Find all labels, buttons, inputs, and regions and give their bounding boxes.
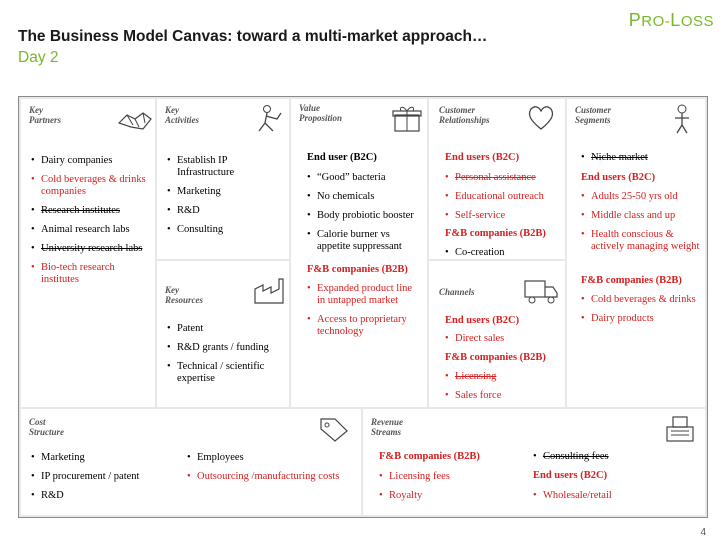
truck-icon xyxy=(523,275,559,305)
list-item: • Licensing xyxy=(445,371,561,383)
key-activities-heading: Key Activities xyxy=(165,105,199,125)
section-heading: End user (B2C) xyxy=(307,152,377,163)
list-item: • Cold beverages & drinks xyxy=(581,294,701,306)
list-item: • “Good” bacteria xyxy=(307,172,421,184)
section-heading: End users (B2C) xyxy=(581,172,656,183)
list-item: • Health conscious & actively managing weight xyxy=(581,229,701,253)
list-item: • Cold beverages & drinks companies xyxy=(31,174,149,198)
key-resources-heading: Key Resources xyxy=(165,285,203,305)
channels-block xyxy=(429,261,565,407)
list-item: • Co-creation xyxy=(445,247,561,259)
section-heading: End users (B2C) xyxy=(445,152,520,163)
cost-structure-heading: Cost Structure xyxy=(29,417,65,437)
worker-icon xyxy=(253,103,285,133)
list-item: • Sales force xyxy=(445,390,561,402)
list-item: • Licensing fees xyxy=(379,471,529,483)
list-item: • Calorie burner vs appetite suppressant xyxy=(307,229,421,253)
customer-segments-heading: Customer Segments xyxy=(575,105,612,125)
page-number: 4 xyxy=(700,527,706,538)
list-item: • R&D xyxy=(167,205,283,217)
customer-segments-block xyxy=(567,99,705,407)
cash-register-icon xyxy=(663,413,697,445)
list-item: • No chemicals xyxy=(307,191,421,203)
list-item: • Wholesale/retail xyxy=(533,490,683,502)
list-item: • Marketing xyxy=(31,452,181,464)
list-item: • R&D xyxy=(31,490,181,502)
list-item: • Marketing xyxy=(167,186,283,198)
list-item: • Body probiotic booster xyxy=(307,210,421,222)
list-item: • Educational outreach xyxy=(445,191,561,203)
key-partners-block xyxy=(21,99,155,407)
list-item: • Personal assistance xyxy=(445,172,561,184)
list-item: • Royalty xyxy=(379,490,529,502)
customer-relationships-block xyxy=(429,99,565,259)
list-item: • Patent xyxy=(167,323,283,335)
handshake-icon xyxy=(117,103,153,133)
list-item: • Technical / scientific expertise xyxy=(167,361,283,385)
person-icon xyxy=(667,103,697,135)
list-item: • Adults 25-50 yrs old xyxy=(581,191,701,203)
list-item: • University research labs xyxy=(31,243,149,255)
value-proposition-heading: Value Proposition xyxy=(299,103,343,123)
list-item: • Niche market xyxy=(581,152,701,164)
revenue-streams-block xyxy=(363,409,705,515)
list-item: • Establish IP Infrastructure xyxy=(167,155,283,179)
factory-icon xyxy=(253,275,285,305)
list-item: • Dairy companies xyxy=(31,155,149,167)
list-item: • Middle class and up xyxy=(581,210,701,222)
list-item: • R&D grants / funding xyxy=(167,342,283,354)
gift-box-icon xyxy=(391,103,423,133)
key-resources-block xyxy=(157,261,289,407)
revenue-streams-heading: Revenue Streams xyxy=(371,417,403,437)
list-item: • Direct sales xyxy=(445,333,561,345)
business-model-canvas xyxy=(18,96,708,518)
list-item: • Access to proprietary technology xyxy=(307,314,421,338)
cost-structure-block xyxy=(21,409,361,515)
heart-icon xyxy=(525,103,557,133)
section-heading: F&B companies (B2B) xyxy=(445,228,546,239)
price-tag-icon xyxy=(317,415,351,443)
section-heading: End users (B2C) xyxy=(533,470,608,481)
slide-title: The Business Model Canvas: toward a multi-market approach… xyxy=(18,28,488,45)
section-heading: F&B companies (B2B) xyxy=(307,264,408,275)
section-heading: F&B companies (B2B) xyxy=(379,451,480,462)
key-partners-heading: Key Partners xyxy=(29,105,62,125)
list-item: • Animal research labs xyxy=(31,224,149,236)
channels-heading: Channels xyxy=(439,287,475,297)
value-proposition-block xyxy=(291,99,427,407)
list-item: • Bio-tech research institutes xyxy=(31,262,149,286)
pro-loss-logo: PRO-LOSS xyxy=(628,10,714,30)
slide-subtitle: Day 2 xyxy=(18,49,59,66)
list-item: • Employees xyxy=(187,452,347,464)
key-activities-block xyxy=(157,99,289,259)
section-heading: F&B companies (B2B) xyxy=(581,275,682,286)
customer-relationships-heading: Customer Relationships xyxy=(439,105,490,125)
list-item: • Outsourcing /manufacturing costs xyxy=(187,471,347,483)
list-item: • Self-service xyxy=(445,210,561,222)
list-item: • IP procurement / patent xyxy=(31,471,181,483)
section-heading: End users (B2C) xyxy=(445,315,520,326)
list-item: • Consulting fees xyxy=(533,451,683,463)
section-heading: F&B companies (B2B) xyxy=(445,352,546,363)
list-item: • Dairy products xyxy=(581,313,701,325)
list-item: • Consulting xyxy=(167,224,283,236)
list-item: • Research institutes xyxy=(31,205,149,217)
list-item: • Expanded product line in untapped market xyxy=(307,283,421,307)
